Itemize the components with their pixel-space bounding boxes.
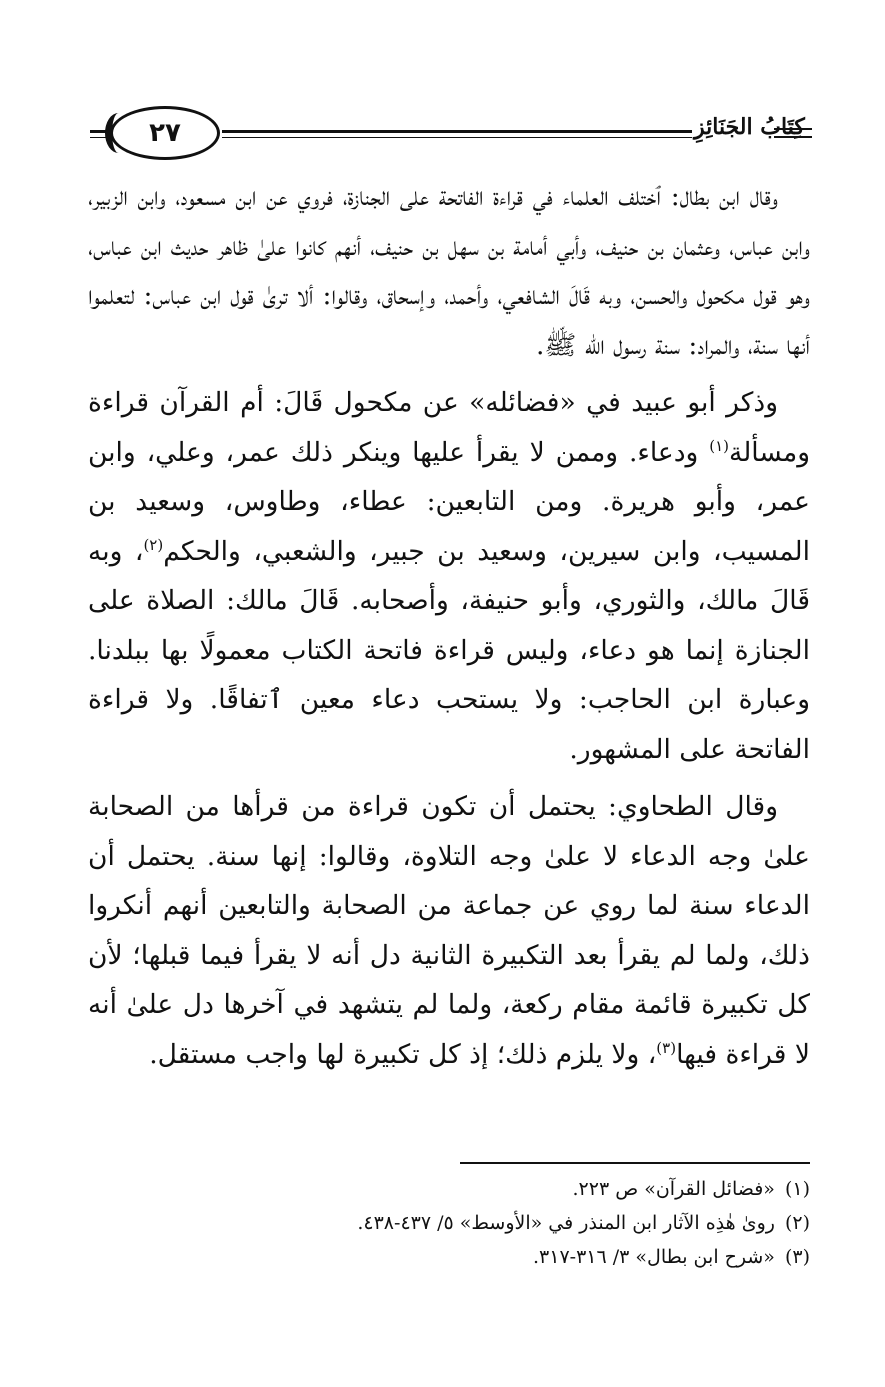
footnote-2	[200, 1206, 810, 1240]
footnotes	[200, 1172, 810, 1274]
paragraph-text: ودعاء. وممن لا يقرأ عليها وينكر ذلك عمر، وعلي، وابن عمر، وأبو هريرة. ومن التابعين: عطاء، وطاوس، وسعيد بن المسيب، وابن سيرين، وسعيد بن جبير، والشعبي، والحكم	[88, 436, 810, 567]
page-number-text: ٢٧	[149, 118, 181, 148]
header-rule	[222, 137, 692, 138]
footnote-reference: (٢)	[143, 535, 164, 554]
page-number	[110, 106, 220, 160]
header-rule	[222, 130, 692, 133]
header-rule	[774, 136, 812, 138]
footnote-reference: (٣)	[656, 1038, 677, 1057]
footnote-reference: (١)	[709, 436, 729, 455]
footnote-number: (٢)	[784, 1212, 810, 1234]
paragraph-text: وقال ابن بطال: ٱختلف العلماء في قراءة الفاتحة على الجنازة، فروي عن ابن مسعود، وابن الزبير، وابن عباس، وعثمان بن حنيف، وأبي أمامة بن سهل بن حنيف، أنهم كانوا علىٰ ظاهر حديث ابن عباس، وهو قول مكحول والحسن، وبه قَالَ الشافعي، وأحمد، وإسحاق، وقالوا: ألا ترىٰ قول ابن عباس: لتعلموا أنها سنة، والمراد: سنة رسول الله ﷺ.	[88, 181, 810, 361]
footnote-1	[200, 1172, 810, 1206]
footnote-number: (٣)	[784, 1246, 810, 1268]
footnote-number: (١)	[784, 1178, 810, 1200]
paragraph-1	[88, 172, 810, 370]
header-rule	[774, 128, 812, 130]
paragraph-text: ، وبه قَالَ مالك، والثوري، وأبو حنيفة، وأصحابه. قَالَ مالك: الصلاة على الجنازة إنما هو دعاء، وليس قراءة فاتحة الكتاب معمولًا بها ببلدنا. وعبارة ابن الحاجب: ولا يستحب دعاء معين ٱتفاقًا. ولا قراءة الفاتحة على المشهور.	[88, 535, 810, 765]
paragraph-2	[88, 378, 810, 774]
paragraph-text: وقال الطحاوي: يحتمل أن تكون قراءة من قرأها من الصحابة علىٰ وجه الدعاء لا علىٰ وجه التلاوة، وقالوا: إنها سنة. يحتمل أن الدعاء سنة لما روي عن جماعة من الصحابة والتابعين أنهم أنكروا ذلك، ولما لم يقرأ بعد التكبيرة الثانية دل أنه لا يقرأ فيما قبلها؛ لأن كل تكبيرة قائمة مقام ركعة، ولما لم يتشهد في آخرها دل علىٰ أنه لا قراءة فيها	[88, 791, 810, 1070]
paragraph-3	[88, 782, 810, 1079]
book-title: كِتَابُ الجَنَائِزِ	[694, 114, 805, 140]
main-text	[88, 172, 810, 1079]
paragraph-text: ، ولا يلزم ذلك؛ إذ كل تكبيرة لها واجب مستقل.	[149, 1038, 657, 1070]
footnote-text: «شرح ابن بطال» ٣/ ٣١٦-٣١٧.	[533, 1246, 775, 1268]
running-header	[82, 100, 812, 168]
footnote-text: روىٰ هٰذِه الآثار ابن المنذر في «الأوسط» ٥/ ٤٣٧-٤٣٨.	[357, 1212, 775, 1234]
paragraph-text: وذكر أبو عبيد في «فضائله» عن مكحول قَالَ: أم القرآن قراءة ومسألة	[88, 387, 810, 468]
footnote-separator	[460, 1162, 810, 1164]
footnote-3	[200, 1240, 810, 1274]
footnote-text: «فضائل القرآن» ص ٢٢٣.	[572, 1178, 775, 1200]
